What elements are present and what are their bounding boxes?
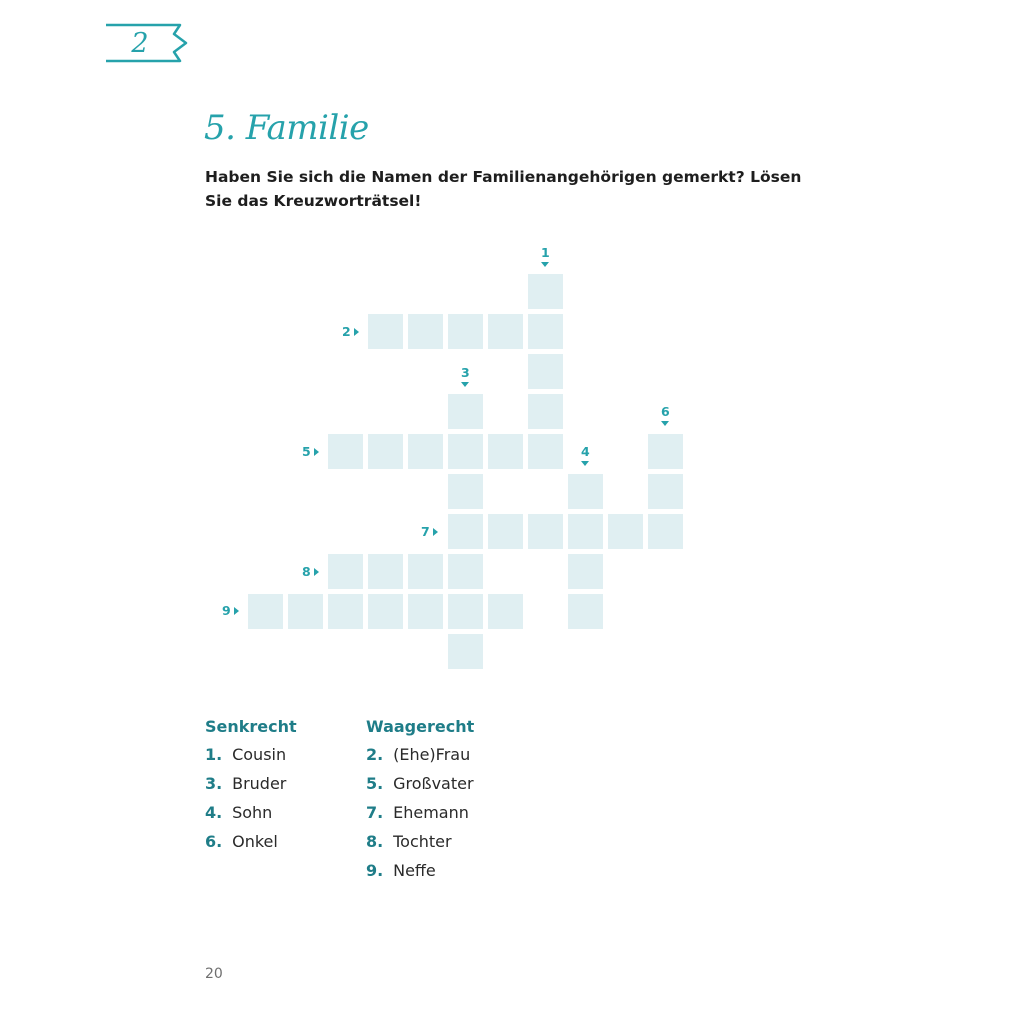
crossword-cell[interactable] <box>488 514 523 549</box>
clues-across <box>366 716 474 885</box>
arrow-down-icon <box>541 262 549 267</box>
crossword-cell[interactable] <box>328 594 363 629</box>
clue-item: 1. Cousin <box>205 745 287 764</box>
crossword-cell[interactable] <box>248 594 283 629</box>
crossword-cell[interactable] <box>648 434 683 469</box>
crossword-cell[interactable] <box>448 554 483 589</box>
crossword-cell[interactable] <box>528 514 563 549</box>
arrow-right-icon <box>314 448 319 456</box>
crossword-cell[interactable] <box>328 554 363 589</box>
crossword-cell[interactable] <box>368 314 403 349</box>
clue-number-1: 1 <box>541 245 550 260</box>
crossword-cell[interactable] <box>408 554 443 589</box>
crossword-cell[interactable] <box>528 274 563 309</box>
crossword-cell[interactable] <box>488 434 523 469</box>
crossword-cell[interactable] <box>648 514 683 549</box>
crossword-cell[interactable] <box>448 474 483 509</box>
crossword-cell[interactable] <box>448 514 483 549</box>
crossword-cell[interactable] <box>368 554 403 589</box>
arrow-down-icon <box>461 382 469 387</box>
clue-number-5: 5 <box>302 444 311 459</box>
crossword-cell[interactable] <box>448 634 483 669</box>
clues-down <box>205 716 297 856</box>
clue-number-9: 9 <box>222 603 231 618</box>
crossword-cell[interactable] <box>568 594 603 629</box>
page-number: 20 <box>205 966 223 982</box>
arrow-down-icon <box>661 421 669 426</box>
crossword-cell[interactable] <box>608 514 643 549</box>
crossword-cell[interactable] <box>568 474 603 509</box>
crossword-cell[interactable] <box>408 314 443 349</box>
clue-number-3: 3 <box>461 365 470 380</box>
crossword-cell[interactable] <box>648 474 683 509</box>
clue-number-2: 2 <box>342 324 351 339</box>
crossword-cell[interactable] <box>488 594 523 629</box>
crossword-cell[interactable] <box>568 554 603 589</box>
instructions: Haben Sie sich die Namen der Familienangehörigen gemerkt? Lösen Sie das Kreuzworträtsel! <box>205 168 802 210</box>
clue-item: 9. Neffe <box>366 861 436 880</box>
arrow-right-icon <box>433 528 438 536</box>
page-title: 5. Familie <box>204 108 369 148</box>
arrow-down-icon <box>581 461 589 466</box>
clue-number-4: 4 <box>581 444 590 459</box>
arrow-right-icon <box>234 607 239 615</box>
clue-item: 7. Ehemann <box>366 803 469 822</box>
crossword-cell[interactable] <box>448 434 483 469</box>
crossword-cell[interactable] <box>448 314 483 349</box>
crossword-cell[interactable] <box>408 434 443 469</box>
crossword-cell[interactable] <box>408 594 443 629</box>
clue-number-7: 7 <box>421 524 430 539</box>
clue-item: 2. (Ehe)Frau <box>366 745 471 764</box>
crossword-cell[interactable] <box>528 394 563 429</box>
chapter-number: 2 <box>131 27 149 59</box>
clue-number-8: 8 <box>302 564 311 579</box>
crossword-cell[interactable] <box>568 514 603 549</box>
arrow-right-icon <box>354 328 359 336</box>
arrow-right-icon <box>314 568 319 576</box>
clues-across-heading: Waagerecht <box>366 717 475 736</box>
clue-number-6: 6 <box>661 404 670 419</box>
clue-item: 4. Sohn <box>205 803 273 822</box>
crossword-cell[interactable] <box>488 314 523 349</box>
crossword-cell[interactable] <box>368 594 403 629</box>
crossword-cell[interactable] <box>448 594 483 629</box>
crossword-cell[interactable] <box>528 314 563 349</box>
crossword-cell[interactable] <box>328 434 363 469</box>
clue-item: 5. Großvater <box>366 774 474 793</box>
crossword-cell[interactable] <box>528 434 563 469</box>
clues-down-heading: Senkrecht <box>205 717 297 736</box>
crossword-cell[interactable] <box>528 354 563 389</box>
crossword-cell[interactable] <box>288 594 323 629</box>
clue-item: 8. Tochter <box>366 832 452 851</box>
crossword-cell[interactable] <box>448 394 483 429</box>
clue-item: 6. Onkel <box>205 832 278 851</box>
crossword-cell[interactable] <box>368 434 403 469</box>
clue-item: 3. Bruder <box>205 774 287 793</box>
